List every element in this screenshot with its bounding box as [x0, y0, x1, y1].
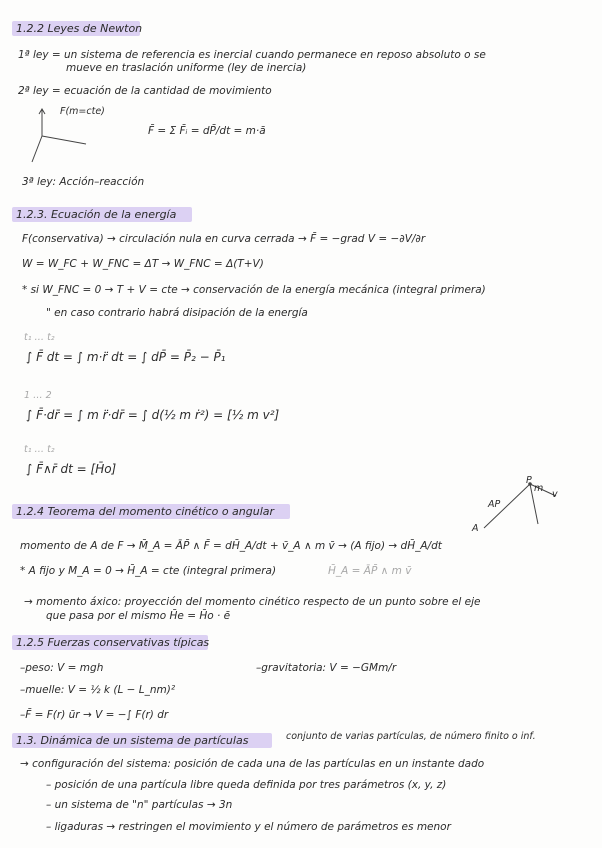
- law2-text: 2ª ley = ecuación de la cantidad de movimiento: [18, 85, 272, 97]
- heading-1-2-3: 1.2.3. Ecuación de la energía: [16, 208, 177, 221]
- momentum-line3b: que pasa por el mismo H̄e = H̄o · ē: [46, 610, 231, 622]
- integral-impulse-limits: t₁ … t₂: [24, 332, 55, 343]
- diagram-label-ap: AP: [488, 499, 501, 510]
- system-line2: – posición de una partícula libre queda definida por tres parámetros (x, y, z): [46, 779, 447, 791]
- integral-momentum-limits: t₁ … t₂: [24, 444, 55, 455]
- momentum-line2: * A fijo y M_A = 0 → H̄_A = cte (integral primera): [20, 565, 277, 577]
- diagram-label-v: v: [552, 489, 558, 500]
- momentum-line1: momento de A de F → M̄_A = ĀP̄ ∧ F̄ = dH̄_A/dt + v̄_A ∧ m v̄ → (A fijo) → dH̄_A/dt: [20, 540, 442, 552]
- axis-label: F(m=cte): [60, 106, 105, 117]
- law1-line1: 1ª ley = un sistema de referencia es inercial cuando permanece en reposo absoluto o se: [18, 49, 486, 61]
- law3-text: 3ª ley: Acción–reacción: [22, 176, 145, 188]
- heading-1-2-4: 1.2.4 Teorema del momento cinético o angular: [16, 505, 275, 518]
- integral-impulse: ∫ F̄ dt = ∫ m·r̈ dt = ∫ dP̄ = P̄₂ − P̄₁: [26, 350, 226, 364]
- diagram-label-m: m: [534, 483, 544, 494]
- diagram-label-a: A: [472, 523, 479, 534]
- heading-1-3-note: conjunto de varias partículas, de número finito o inf.: [286, 731, 536, 742]
- force-muelle: –muelle: V = ½ k (L − L_nm)²: [20, 684, 176, 696]
- energy-line2: W = W_FC + W_FNC = ΔT → W_FNC = Δ(T+V): [22, 258, 264, 270]
- energy-line3: * si W_FNC = 0 → T + V = cte → conservación de la energía mecánica (integral primera): [22, 284, 486, 296]
- integral-work-limits: 1 … 2: [24, 390, 52, 401]
- heading-1-2-5: 1.2.5 Fuerzas conservativas típicas: [16, 636, 210, 649]
- system-line4: – ligaduras → restringen el movimiento y el número de parámetros es menor: [46, 821, 451, 833]
- momentum-line2-note: H̄_A = ĀP̄ ∧ m v̄: [328, 565, 412, 577]
- system-line3: – un sistema de "n" partículas → 3n: [46, 799, 233, 811]
- force-gravitatoria: –gravitatoria: V = −GMm/r: [256, 662, 397, 674]
- force-peso: –peso: V = mgh: [20, 662, 104, 674]
- newton-equation: F̄ = Σ F̄ᵢ = dP̄/dt = m·ā: [148, 125, 266, 137]
- energy-line4: " en caso contrario habrá disipación de la energía: [46, 307, 308, 319]
- heading-1-3: 1.3. Dinámica de un sistema de partículas: [16, 734, 249, 747]
- force-central: –F̄ = F(r) ūr → V = −∫ F(r) dr: [20, 709, 169, 721]
- law1-line2: mueve en traslación uniforme (ley de inercia): [66, 62, 307, 74]
- integral-work: ∫ F̄·dr̄ = ∫ m r̈·dr̄ = ∫ d(½ m ṙ²) = [½ m v²]: [26, 408, 280, 422]
- heading-1-2-2: 1.2.2 Leyes de Newton: [16, 22, 143, 35]
- integral-momentum: ∫ F̄∧r̄ dt = [H̄o]: [26, 462, 117, 476]
- diagram-label-p: P: [526, 475, 532, 486]
- momentum-line3a: → momento áxico: proyección del momento cinético respecto de un punto sobre el eje: [24, 596, 481, 608]
- energy-line1: F(conservativa) → circulación nula en curva cerrada → F̄ = −grad V = −∂V/∂r: [22, 233, 426, 245]
- system-line1: → configuración del sistema: posición de cada una de las partículas en un instante dado: [20, 758, 485, 770]
